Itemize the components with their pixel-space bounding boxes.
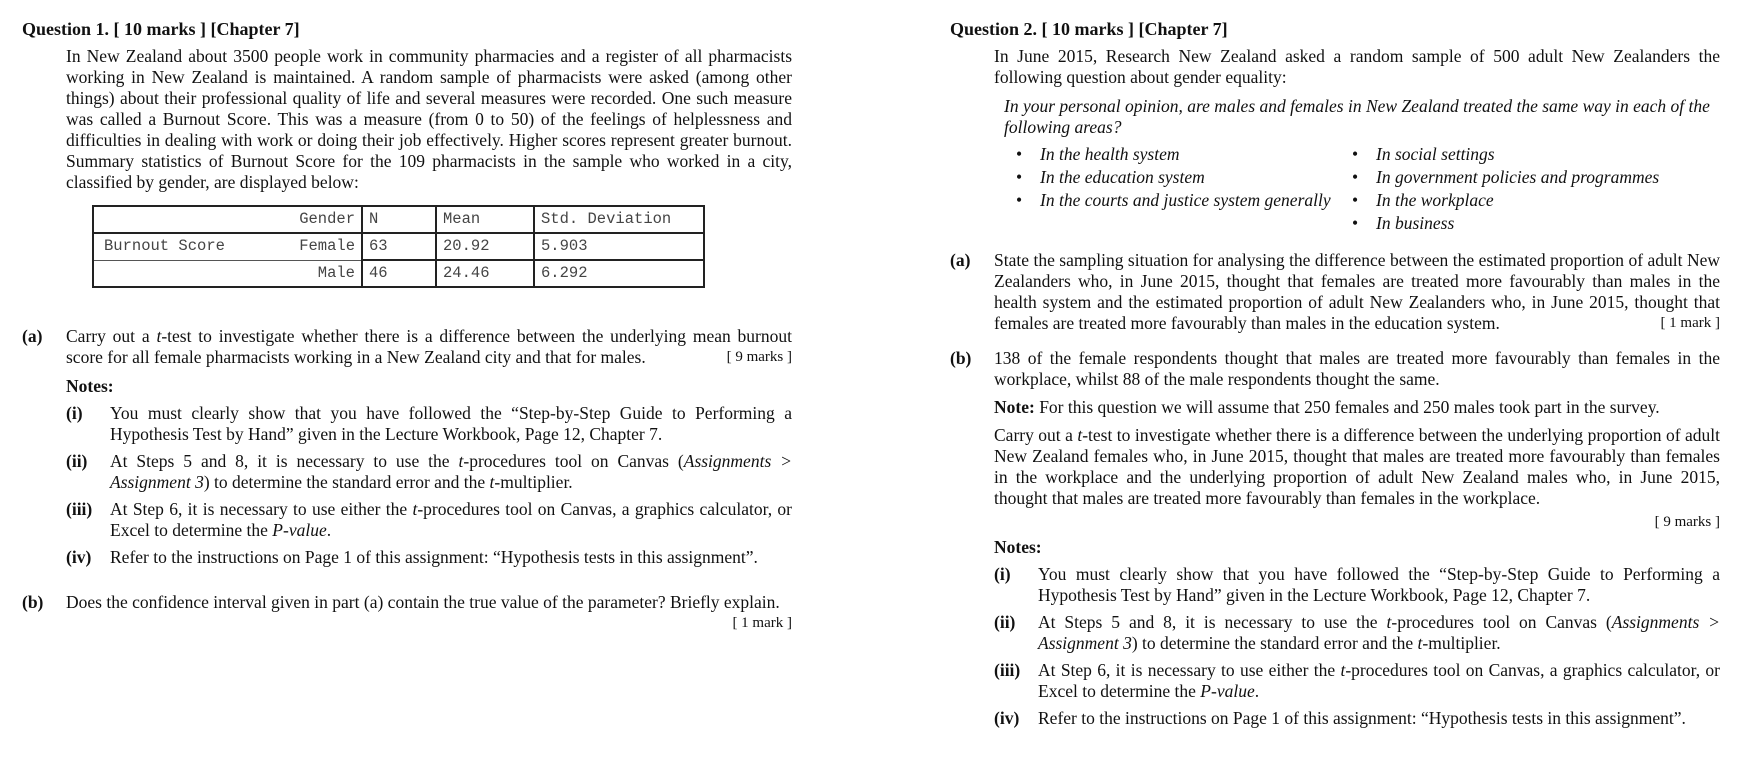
q2-note-i-label: (i) [994,564,1011,584]
row-label-cell [93,233,362,260]
question-1-part-a [22,326,792,368]
part-a-marks: [ 9 marks ] [726,349,792,365]
q2-notes-heading: Notes: [994,537,1042,557]
q2-note-iii-c: . [1254,681,1260,701]
mean-female: 20.92 [436,233,534,260]
question-1-title: Question 1. [ 10 marks ] [Chapter 7] [22,19,300,39]
row-label: Burnout Score [104,237,225,256]
sd-male: 6.292 [534,260,704,287]
note-ii-italic: Assignments > Assignment 3 [110,451,792,492]
q2-note-ii [994,612,1720,654]
q2-note-ii-a: At Steps 5 and 8, it is necessary to use the [1038,612,1387,632]
note-i [66,403,792,445]
q2-note-ii-t1: t [1386,612,1392,632]
header-std-deviation: Std. Deviation [534,206,704,233]
part-a-text-pre: Carry out a [66,326,157,346]
sd-female: 5.903 [534,233,704,260]
note-iii [66,499,792,541]
q2-part-b-post: -test to investigate whether there is a difference between the underlying proportion of adult New Zealand females who, in June 2015, thought that males are treated more favourably than females in the workplace and the underlying proportion of adult New Zealand males who, in June 2015, thought that males are treated more favourably than females in the workplace. [994,425,1720,508]
table-row [93,233,704,260]
q2-note-iii-a: At Step 6, it is necessary to use either the [1038,660,1341,680]
part-a-text-post: -test to investigate whether there is a difference between the underlying mean burnout score for all female pharmacists working in a New Zealand city and that for males. [66,326,792,367]
question-2-part-a [950,250,1720,334]
q2-part-b-marks: [ 9 marks ] [1654,514,1720,530]
survey-areas-list [1004,144,1720,236]
question-2-part-b [950,348,1720,729]
q2-note-i-text: You must clearly show that you have followed the “Step-by-Step Guide to Performing a Hypothesis Test by Hand” given in the Lecture Workbook, Page 12, Chapter 7. [1038,564,1720,605]
q2-note-ii-b: -procedures tool on Canvas ( [1391,612,1612,632]
q2-part-a-text [994,250,1720,334]
list-item: • In government policies and programmes [1376,167,1706,188]
note-iii-t: t [412,499,418,519]
note-iii-label: (iii) [66,499,93,519]
n-female: 63 [362,233,436,260]
q2-part-b-task [994,425,1720,509]
question-2 [950,18,1720,735]
note-i-text: You must clearly show that you have followed the “Step-by-Step Guide to Performing a Hypothesis Test by Hand” given in the Lecture Workbook, Page 12, Chapter 7. [110,403,792,444]
list-item: • In the health system [1040,144,1340,165]
q2-part-a-body: State the sampling situation for analysing the difference between the estimated proportion of adult New Zealanders who, in June 2015, thought that females are treated more favourably than males in the health system and the estimated proportion of adult New Zealanders who, in June 2015, thought that females are treated more favourably than males in the education system. [994,250,1720,333]
q2-note-iii-p: P-value [1200,681,1255,701]
table-header-row [93,206,704,233]
q2-note-i [994,564,1720,606]
notes-heading: Notes: [66,376,114,396]
list-item: • In business [1376,213,1706,234]
note-ii-b: -procedures tool on Canvas ( [463,451,684,471]
list-item: • In social settings [1376,144,1706,165]
q2-part-a-label: (a) [950,250,971,270]
note-ii-a: At Steps 5 and 8, it is necessary to use the [110,451,459,471]
q2-note-ii-t2: t [1417,633,1423,653]
question-2-intro: In June 2015, Research New Zealand asked a random sample of 500 adult New Zealanders the following question about gender equality: [994,46,1720,87]
q2-part-b-text1: 138 of the female respondents thought that males are treated more favourably than females in the workplace, whilst 88 of the male respondents thought the same. [994,348,1720,389]
part-b-text [66,592,792,631]
note-ii-t1: t [458,451,464,471]
list-item: • In the workplace [1376,190,1706,211]
note-iv-label: (iv) [66,547,92,567]
header-mean: Mean [436,206,534,233]
q2-note-iii-t: t [1340,660,1346,680]
q2-part-a-marks: [ 1 mark ] [1660,315,1720,331]
q2-note-label: Note: [994,397,1035,417]
q2-part-b-t: t [1077,425,1083,445]
q2-note-iv-label: (iv) [994,708,1020,728]
note-iii-p: P-value [272,520,327,540]
q2-note-iv [994,708,1720,729]
question-2-title: Question 2. [ 10 marks ] [Chapter 7] [950,19,1228,39]
note-iii-a: At Step 6, it is necessary to use either the [110,499,413,519]
part-a-t: t [156,326,162,346]
q2-note-iii-label: (iii) [994,660,1021,680]
note-ii-t2: t [489,472,495,492]
header-gender: Gender [93,206,362,233]
n-male: 46 [362,260,436,287]
q2-note-ii-d: -multiplier. [1422,633,1501,653]
list-item: • In the courts and justice system generally [1040,190,1340,211]
q2-note-iii [994,660,1720,702]
q2-note-ii-c: ) to determine the standard error and the [1131,633,1418,653]
q2-part-b-note [994,397,1720,418]
gender-male: Male [93,260,362,287]
part-b-marks: [ 1 mark ] [732,615,792,631]
q2-note-ii-italic: Assignments > Assignment 3 [1038,612,1720,653]
note-iii-b: -procedures tool on Canvas, a graphics calculator, or Excel to determine the [110,499,792,540]
note-iv-text: Refer to the instructions on Page 1 of this assignment: “Hypothesis tests in this assignment”. [110,547,758,567]
areas-left-list [1004,144,1340,236]
q2-note-text: For this question we will assume that 250 females and 250 males took part in the survey. [1034,397,1660,417]
note-i-label: (i) [66,403,83,423]
areas-right-list [1340,144,1706,236]
note-iv [66,547,792,568]
mean-male: 24.46 [436,260,534,287]
note-ii-d: -multiplier. [494,472,573,492]
q2-note-iii-b: -procedures tool on Canvas, a graphics calculator, or Excel to determine the [1038,660,1720,701]
table-row [93,260,704,287]
question-1-part-b [22,592,792,631]
note-iii-c: . [326,520,332,540]
q2-note-ii-label: (ii) [994,612,1016,632]
header-n: N [362,206,436,233]
note-ii-label: (ii) [66,451,88,471]
part-b-label: (b) [22,592,44,612]
q2-part-b-label: (b) [950,348,972,368]
q2-part-b-pre: Carry out a [994,425,1078,445]
list-item: • In the education system [1040,167,1340,188]
q2-note-iv-text: Refer to the instructions on Page 1 of this assignment: “Hypothesis tests in this assignment”. [1038,708,1686,728]
question-1 [22,18,792,634]
part-b-body: Does the confidence interval given in part (a) contain the true value of the parameter? Briefly explain. [66,592,780,612]
note-ii-c: ) to determine the standard error and the [203,472,490,492]
note-ii [66,451,792,493]
burnout-stats-table [92,205,705,288]
part-a-label: (a) [22,326,43,346]
question-1-intro: In New Zealand about 3500 people work in community pharmacies and a register of all pharmacists working in New Zealand is maintained. A random sample of pharmacists were asked (among other things) about their professional quality of life and several measures were recorded. One such measure was called a Burnout Score. This was a measure (from 0 to 50) of the feelings of helplessness and difficulties in dealing with work or doing their job effectively. Higher scores represent greater burnout. Summary statistics of Burnout Score for the 109 pharmacists in the sample who worked in a city, classified by gender, are displayed below: [66,46,792,192]
part-a-text [66,326,792,368]
survey-question: In your personal opinion, are males and females in New Zealand treated the same way in each of the following areas? [1004,96,1710,137]
gender-female: Female [299,237,355,256]
